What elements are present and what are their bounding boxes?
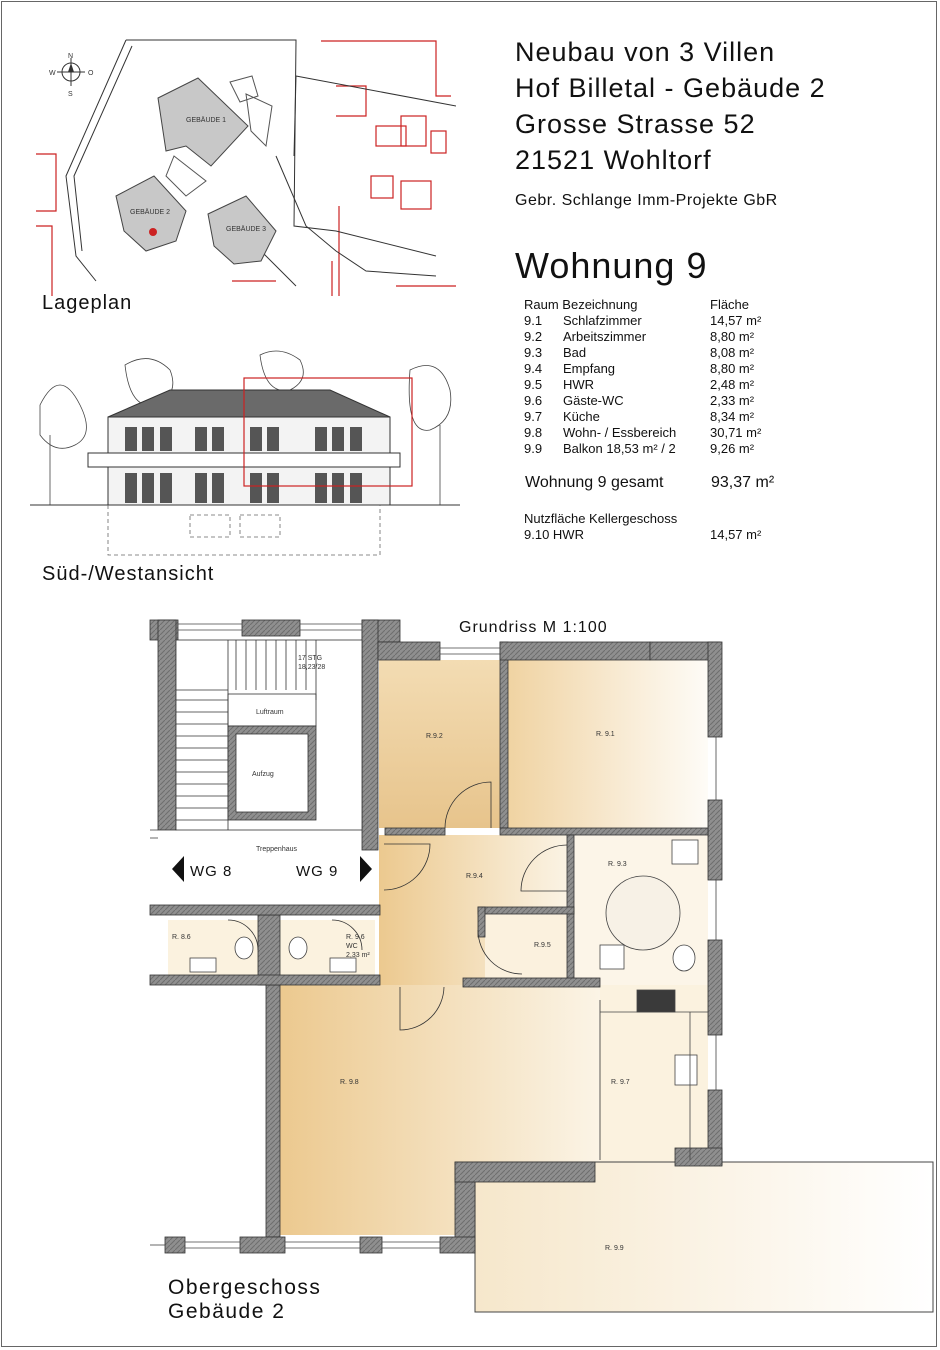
aufzug-label: Aufzug <box>252 771 274 778</box>
wg8-label: WG 8 <box>190 863 233 880</box>
room-9-1-fill <box>508 660 708 828</box>
room-name: Gäste-WC <box>563 393 624 408</box>
room-no: 9.6 <box>524 393 543 408</box>
r99-label: R. 9.9 <box>605 1245 624 1252</box>
room-9-9-fill <box>475 1162 933 1312</box>
room-area: 8,80 m² <box>710 361 755 376</box>
compass-o: O <box>88 70 94 77</box>
roof <box>108 390 390 417</box>
compass-w: W <box>49 70 56 77</box>
r95-label: R.9.5 <box>534 942 551 949</box>
compass-n: N <box>68 53 74 60</box>
site-building-2-label: GEBÄUDE 2 <box>130 209 171 216</box>
room-area: 2,48 m² <box>710 377 755 392</box>
project-title: Neubau von 3 Villen <box>515 37 776 67</box>
room-name: Schlafzimmer <box>563 313 642 328</box>
footer-building: Gebäude 2 <box>168 1300 286 1323</box>
room-area: 9,26 m² <box>710 441 755 456</box>
room-name: Empfang <box>563 361 616 376</box>
room-name: Wohn- / Essbereich <box>563 425 677 440</box>
room-area: 14,57 m² <box>710 313 762 328</box>
r96-label: R. 9.6 <box>346 934 365 941</box>
compass-icon <box>49 53 94 98</box>
arrow-right-icon <box>360 856 372 882</box>
room-name: HWR <box>563 377 595 392</box>
site-plan <box>36 36 456 298</box>
room-no: 9.8 <box>524 425 543 440</box>
staircase <box>176 640 362 830</box>
site-building-1-label: GEBÄUDE 1 <box>186 117 227 124</box>
wc-label: WC <box>346 943 358 950</box>
r86-label: R. 8.6 <box>172 934 191 941</box>
floorplan-title: Grundriss M 1:100 <box>459 619 608 636</box>
room-no: 9.9 <box>524 441 543 456</box>
project-subtitle: Hof Billetal - Gebäude 2 <box>515 73 826 103</box>
cellar-label: 9.10 HWR <box>524 527 584 542</box>
room-name: Arbeitszimmer <box>563 329 647 344</box>
address-city: 21521 Wohltorf <box>515 145 712 175</box>
room-no: 9.7 <box>524 409 543 424</box>
r98-label: R. 9.8 <box>340 1079 359 1086</box>
unit-title: Wohnung 9 <box>515 245 708 286</box>
stair-dims: 18,23/28 <box>298 664 326 671</box>
room-name: Bad <box>563 345 587 360</box>
site-building-3-label: GEBÄUDE 3 <box>226 226 267 233</box>
elevation-drawing <box>30 345 460 575</box>
cellar-value: 14,57 m² <box>710 527 762 542</box>
room-name: Küche <box>563 409 600 424</box>
room-area: 8,80 m² <box>710 329 755 344</box>
room-no: 9.1 <box>524 313 543 328</box>
r92-label: R.9.2 <box>426 733 443 740</box>
luftraum-label: Luftraum <box>256 709 284 716</box>
col-room-header: Raum Bezeichnung <box>524 297 638 312</box>
total-value: 93,37 m² <box>711 474 775 491</box>
total-label: Wohnung 9 gesamt <box>525 474 664 491</box>
location-marker-icon <box>149 228 157 236</box>
r93-label: R. 9.3 <box>608 861 627 868</box>
col-area-header: Fläche <box>710 297 750 312</box>
treppenhaus-label: Treppenhaus <box>256 846 297 853</box>
room-name: Balkon 18,53 m² / 2 <box>563 441 676 456</box>
site-plan-caption: Lageplan <box>42 292 133 314</box>
unit-total <box>525 474 775 492</box>
compass-s: S <box>68 91 73 98</box>
footer-floor: Obergeschoss <box>168 1276 322 1299</box>
room-no: 9.5 <box>524 377 543 392</box>
wg9-label: WG 9 <box>296 863 339 880</box>
room-no: 9.4 <box>524 361 543 376</box>
stair-count: 17 STG <box>298 655 323 662</box>
r94-label: R.9.4 <box>466 873 483 880</box>
room-area: 8,34 m² <box>710 409 755 424</box>
cellar-heading: Nutzfläche Kellergeschoss <box>524 511 678 526</box>
room-area: 2,33 m² <box>710 393 755 408</box>
company-name: Gebr. Schlange Imm-Projekte GbR <box>515 192 778 209</box>
r97-label: R. 9.7 <box>611 1079 630 1086</box>
room-9-2-fill <box>379 660 500 828</box>
room-no: 9.3 <box>524 345 543 360</box>
floor-plan <box>0 600 940 1320</box>
r91-label: R. 9.1 <box>596 731 615 738</box>
room-area: 30,71 m² <box>710 425 762 440</box>
room-area: 8,08 m² <box>710 345 755 360</box>
address-street: Grosse Strasse 52 <box>515 109 756 139</box>
basement-outline <box>108 505 380 555</box>
arrow-left-icon <box>172 856 184 882</box>
room-no: 9.2 <box>524 329 543 344</box>
elevation-caption: Süd-/Westansicht <box>42 563 215 585</box>
wc-area-label: 2,33 m² <box>346 952 370 959</box>
cellar-area <box>524 511 762 543</box>
room-9-5-fill <box>485 913 570 983</box>
